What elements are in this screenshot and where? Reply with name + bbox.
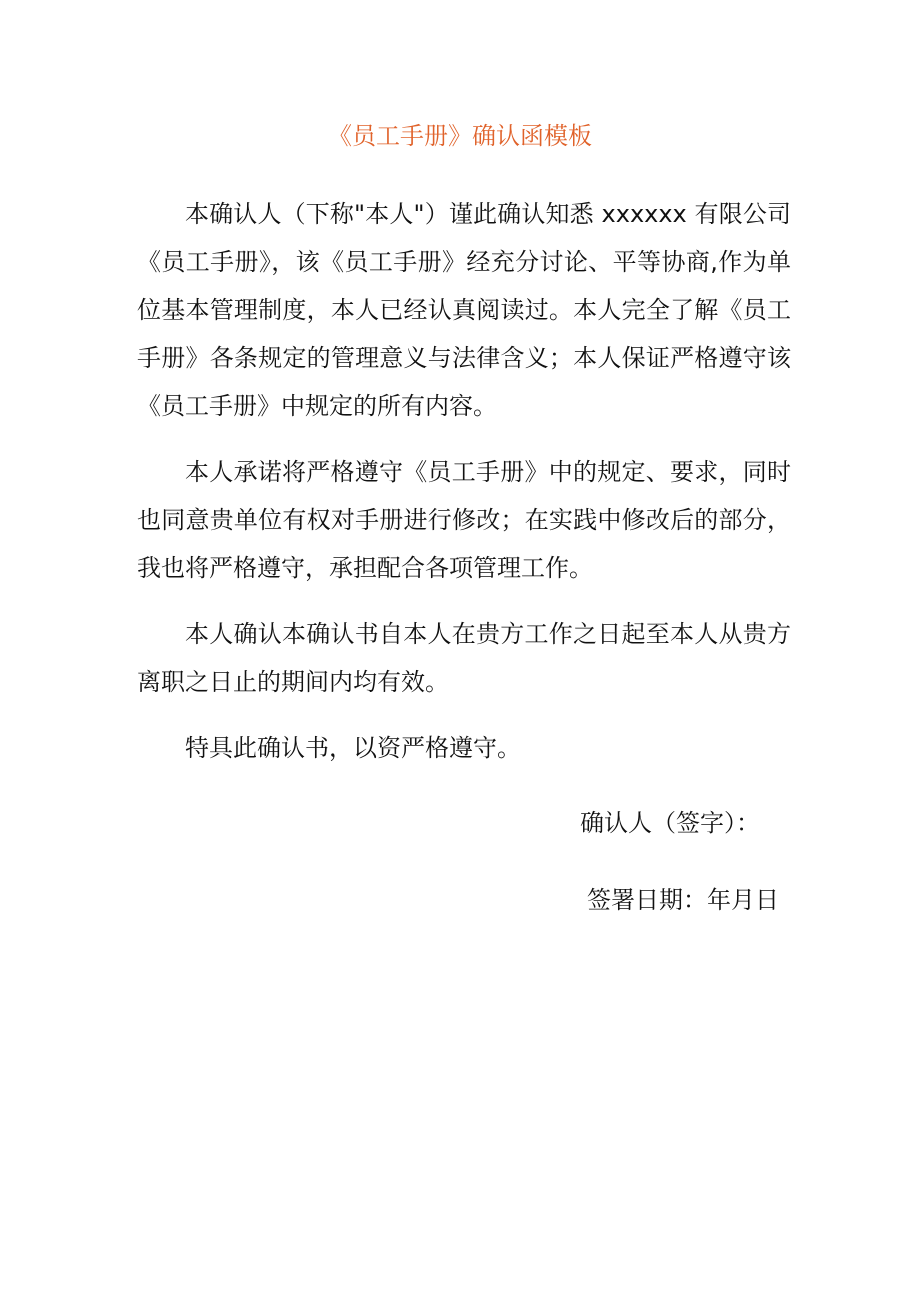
paragraph-closing: 特具此确认书，以资严格遵守。 xyxy=(185,734,521,762)
paragraph-acknowledgement: 本确认人（下称"本人"）谨此确认知悉 xxxxxx 有限公司《员工手册》，该《员工手册》经充分讨论、平等协商,作为单位基本管理制度，本人已经认真阅读过。本人完全了解《员工手册》各条规定的管理意义与法律含义；本人保证严格遵守该《员工手册》中规定的所有内容。 xyxy=(137,200,791,420)
paragraph-commitment: 本人承诺将严格遵守《员工手册》中的规定、要求，同时也同意贵单位有权对手册进行修改；在实践中修改后的部分，我也将严格遵守，承担配合各项管理工作。 xyxy=(137,458,791,582)
document-title: 《员工手册》确认函模板 xyxy=(328,122,592,150)
paragraph-validity: 本人确认本确认书自本人在贵方工作之日起至本人从贵方离职之日止的期间内均有效。 xyxy=(137,620,791,696)
signer-signature-label: 确认人（签字）： xyxy=(580,809,760,837)
signing-date-label: 签署日期：年月日 xyxy=(587,886,779,914)
document-body xyxy=(137,190,791,790)
